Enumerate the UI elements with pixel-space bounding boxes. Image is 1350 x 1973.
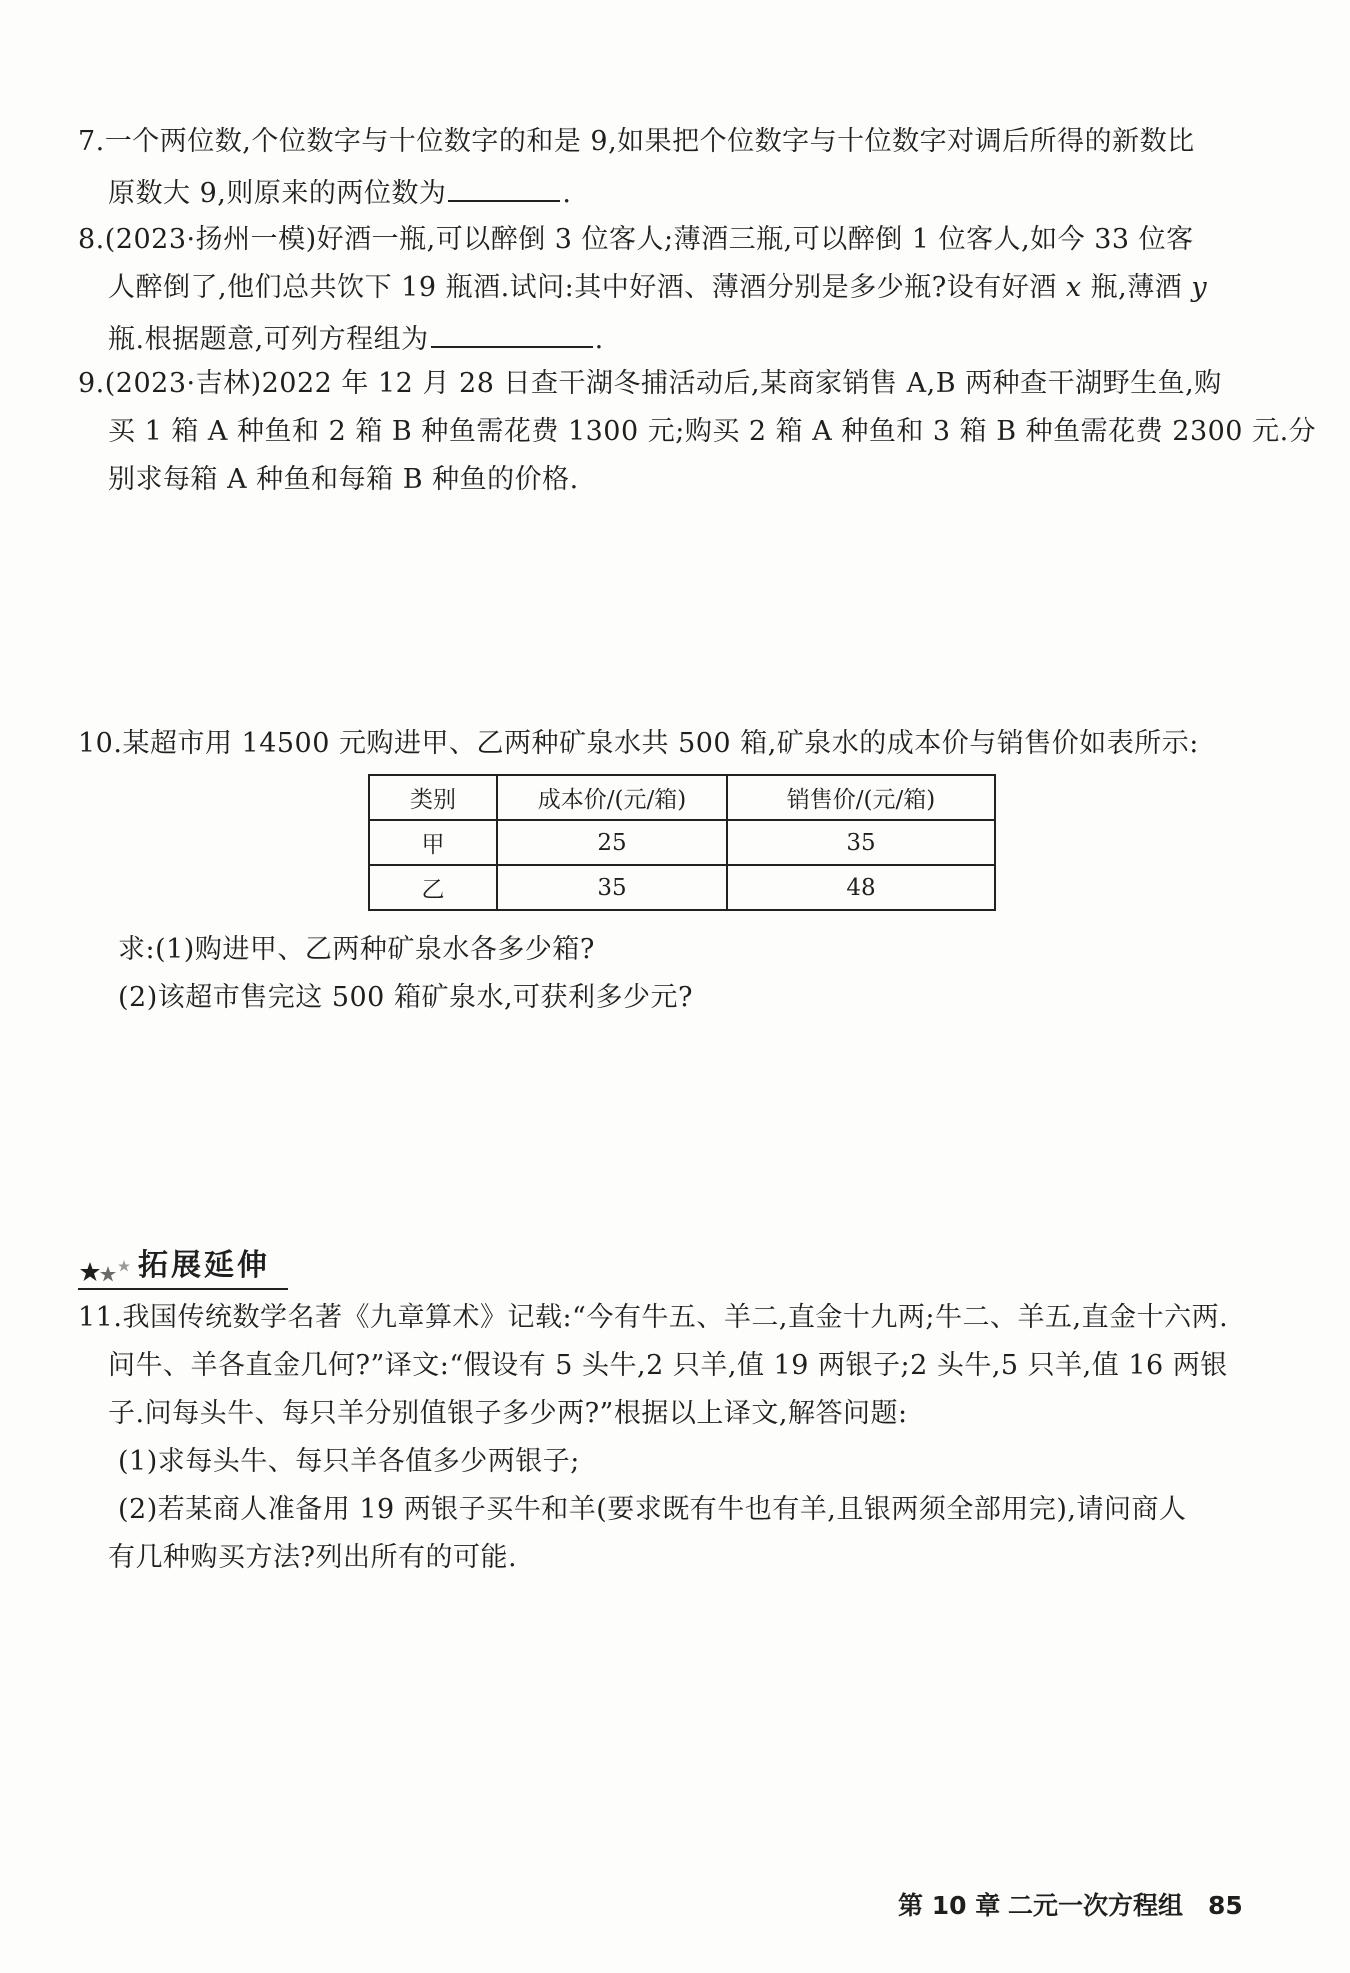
q10-sub-1: 求:(1)购进甲、乙两种矿泉水各多少箱?	[118, 934, 595, 965]
page-number: 85	[1208, 1891, 1243, 1920]
q8-line-3	[108, 318, 604, 358]
footer-chapter: 第 10 章	[898, 1891, 1001, 1920]
section-title: 拓展延伸	[138, 1248, 270, 1283]
q10-line-1: 10.某超市用 14500 元购进甲、乙两种矿泉水共 500 箱,矿泉水的成本价与销售价如表所示:	[78, 728, 1199, 759]
q11-line-1: 11.我国传统数学名著《九章算术》记载:“今有牛五、羊二,直金十九两;牛二、羊五,直金十六两.	[78, 1302, 1229, 1333]
q9-line-3: 别求每箱 A 种鱼和每箱 B 种鱼的价格.	[108, 464, 579, 495]
section-heading	[78, 1246, 288, 1290]
price-table	[368, 774, 996, 911]
table-cell: 35	[497, 865, 727, 910]
q8-line-2	[108, 270, 1207, 306]
footer-title: 二元一次方程组	[1008, 1891, 1184, 1920]
stars-icon	[78, 1256, 138, 1288]
table-header: 类别	[369, 775, 497, 820]
q9-line-2: 买 1 箱 A 种鱼和 2 箱 B 种鱼需花费 1300 元;购买 2 箱 A 种鱼和 3 箱 B 种鱼需花费 2300 元.分	[108, 416, 1317, 447]
q8-period: .	[594, 324, 604, 355]
table-cell: 25	[497, 820, 727, 865]
table-cell: 48	[727, 865, 995, 910]
q10-sub-2: (2)该超市售完这 500 箱矿泉水,可获利多少元?	[118, 982, 694, 1013]
q7-period: .	[562, 178, 572, 209]
q8-var-x: x	[1065, 272, 1082, 303]
q8-text-c: 瓶.根据题意,可列方程组为	[108, 324, 429, 355]
table-row	[369, 865, 995, 910]
table-row	[369, 820, 995, 865]
q8-var-y: y	[1191, 272, 1208, 303]
q11-line-3: 子.问每头牛、每只羊分别值银子多少两?”根据以上译文,解答问题:	[108, 1398, 908, 1429]
q9-line-1: 9.(2023·吉林)2022 年 12 月 28 日查干湖冬捕活动后,某商家销售 A,B 两种查干湖野生鱼,购	[78, 368, 1222, 399]
q11-sub-1: (1)求每头牛、每只羊各值多少两银子;	[118, 1446, 580, 1477]
table-header: 销售价/(元/箱)	[727, 775, 995, 820]
q11-line-2: 问牛、羊各直金几何?”译文:“假设有 5 头牛,2 只羊,值 19 两银子;2 头牛,5 只羊,值 16 两银	[108, 1350, 1228, 1381]
section-underline	[78, 1288, 288, 1290]
table-header: 成本价/(元/箱)	[497, 775, 727, 820]
q8-line-1: 8.(2023·扬州一模)好酒一瓶,可以醉倒 3 位客人;薄酒三瓶,可以醉倒 1 位客人,如今 33 位客	[78, 224, 1194, 255]
table-header-row	[369, 775, 995, 820]
q7-text: 原数大 9,则原来的两位数为	[108, 178, 447, 209]
q7-line-2	[108, 172, 571, 212]
q8-text-a: 人醉倒了,他们总共饮下 19 瓶酒.试问:其中好酒、薄酒分别是多少瓶?设有好酒	[108, 272, 1066, 303]
q8-answer-blank[interactable]	[431, 318, 593, 348]
q11-sub-2: (2)若某商人准备用 19 两银子买牛和羊(要求既有牛也有羊,且银两须全部用完),请问商人	[118, 1494, 1187, 1525]
table-cell: 乙	[369, 865, 497, 910]
table-cell: 35	[727, 820, 995, 865]
q7-answer-blank[interactable]	[448, 172, 560, 202]
q8-text-b: 瓶,薄酒	[1081, 272, 1192, 303]
q7-line-1: 7.一个两位数,个位数字与十位数字的和是 9,如果把个位数字与十位数字对调后所得的新数比	[78, 126, 1195, 157]
table-cell: 甲	[369, 820, 497, 865]
q11-sub-3: 有几种购买方法?列出所有的可能.	[108, 1542, 518, 1573]
